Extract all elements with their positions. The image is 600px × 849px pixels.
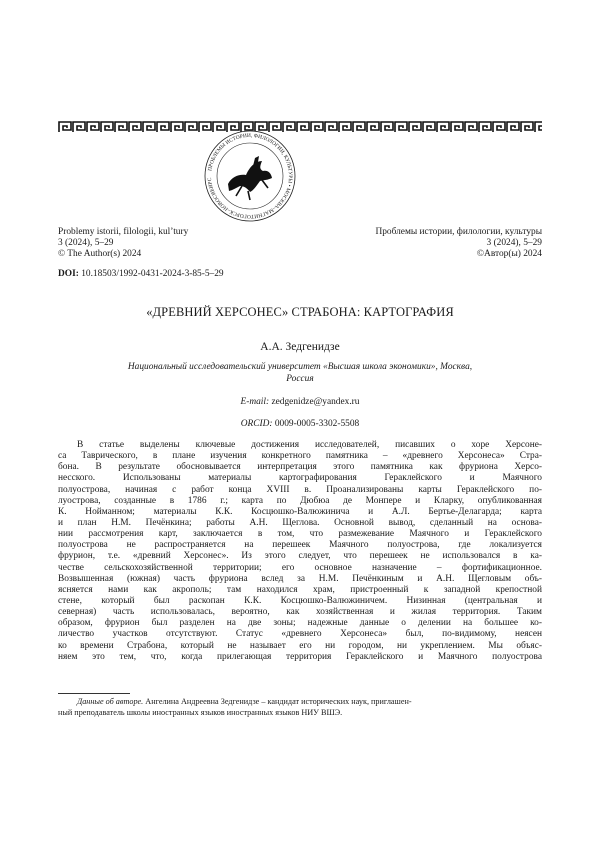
journal-name-cyrillic: Проблемы истории, филологии, культуры: [375, 227, 542, 237]
journal-logo: [202, 128, 298, 224]
abstract-line: К. Нойманном; материалы К.К. Косцюшко-Валюжинича и А.Л. Бертье-Делагарда; карта: [58, 506, 542, 517]
abstract: [58, 440, 542, 663]
issue-pages-left: 3 (2024), 5–29: [58, 238, 114, 248]
greek-key-border: [58, 121, 542, 133]
abstract-line: нии рассмотрения карт, заключается в том, что размежевание Маячного и Гераклейского: [58, 529, 542, 540]
abstract-line: честве сельскохозяйственной территории; его основное назначение – фортификационное.: [58, 562, 542, 573]
email-label: E-mail:: [240, 397, 270, 407]
orcid: [58, 419, 542, 429]
doi-label: DOI:: [58, 269, 79, 279]
header-right: [375, 227, 542, 260]
orcid-label: ORCID:: [240, 419, 273, 429]
affiliation-line: Национальный исследовательский университет «Высшая школа экономики», Москва,: [127, 362, 473, 372]
abstract-line: луострова, созданные в 1786 г.; карта по Дюбюа де Монпере и Кларку, опубликованная: [58, 495, 542, 506]
copyright-left: © The Author(s) 2024: [58, 249, 142, 259]
abstract-line: ко времени Страбона, который не называет его ни городом, ни укреплением. Мы объяс-: [58, 640, 542, 651]
abstract-line: несского. Использованы материалы картографирования Гераклейского и Маячного: [58, 473, 542, 484]
abstract-line: фрурион, т.е. «древний Херсонес». Из этого следует, что перешеек не использовался в ка-: [58, 551, 542, 562]
footnote-label: Данные об авторе.: [77, 697, 144, 706]
abstract-line: бона. В результате обосновывается интерпретация этого памятника как фруриона Херсо-: [58, 462, 542, 473]
issue-pages-right: 3 (2024), 5–29: [486, 238, 542, 248]
header-left: [58, 227, 188, 260]
footnote-line: [58, 697, 542, 708]
svg-text:ПРОБЛЕМЫ ИСТОРИИ, ФИЛОЛОГИИ, К: ПРОБЛЕМЫ ИСТОРИИ, ФИЛОЛОГИИ, КУЛЬТУРЫ • МОСКВА–МАГНИТОГОРСК–НОВОСИБИРС: [207, 132, 294, 220]
abstract-line: няем это тем, что, когда прилегающая территория Гераклейского и Маячного полуострова: [58, 651, 542, 662]
abstract-line: Возвышенная (южная) часть фруриона вслед за Н.М. Печёнкиным и А.Н. Щегловым объ-: [58, 573, 542, 584]
abstract-line: северная) часть использовалась, вероятно, как хозяйственная и жилая территория. Таким: [58, 607, 542, 618]
affiliation-line: Россия: [286, 373, 314, 384]
abstract-line: стене, который был раскопан К.К. Косцюшко-Валюжиничем. Низинная (центральная и: [58, 595, 542, 606]
footnote-divider: [58, 693, 130, 694]
email: [58, 397, 542, 407]
abstract-line: и план Н.М. Печёнкина; работы А.Н. Щеглова. Основной вывод, сделанный на основа-: [58, 517, 542, 528]
affiliation: [75, 362, 525, 385]
doi: [58, 269, 224, 279]
abstract-line: образом, фрурион был разделен на две зоны; надежные данные о делении на большее ко-: [58, 618, 542, 629]
footnote-line: ный преподаватель школы иностранных языков иностранных языков НИУ ВШЭ.: [58, 707, 343, 717]
footnote-text: Ангелина Андреевна Зедгенидзе – кандидат исторических наук, приглашен-: [143, 697, 412, 706]
abstract-line: ясняется нами как акрополь; там находился храм, пристроенный к западной крепостной: [58, 584, 542, 595]
abstract-line: полуострова, начиная с работ конца XVIII в. Проанализированы карты Гераклейского по-: [58, 484, 542, 495]
author-footnote: [58, 697, 542, 718]
author-name: А.А. Зедгенидзе: [260, 341, 340, 353]
abstract-line: личество участков отсутствуют. Статус «древнего Херсонеса» был, по-видимому, неясен: [58, 629, 542, 640]
article-title: «ДРЕВНИЙ ХЕРСОНЕС» СТРАБОНА: КАРТОГРАФИЯ: [146, 305, 454, 319]
copyright-right: ©Автор(ы) 2024: [476, 249, 542, 259]
journal-name-latin: Problemy istorii, filologii, kul’tury: [58, 227, 189, 237]
abstract-line: са Таврического, в плане изучения конкретного памятника – «древнего Херсонеса» Стра-: [58, 451, 542, 462]
abstract-line: полуострова не распространяется на перешеек Маячного полуострова, где локализуется: [58, 540, 542, 551]
abstract-line: В статье выделены ключевые достижения исследователей, писавших о хоре Херсоне-: [77, 440, 542, 450]
email-address[interactable]: zedgenidze@yandex.ru: [271, 397, 360, 407]
orcid-id[interactable]: 0009-0005-3302-5508: [274, 419, 360, 429]
doi-link[interactable]: 10.18503/1992-0431-2024-3-85-5–29: [81, 269, 224, 279]
